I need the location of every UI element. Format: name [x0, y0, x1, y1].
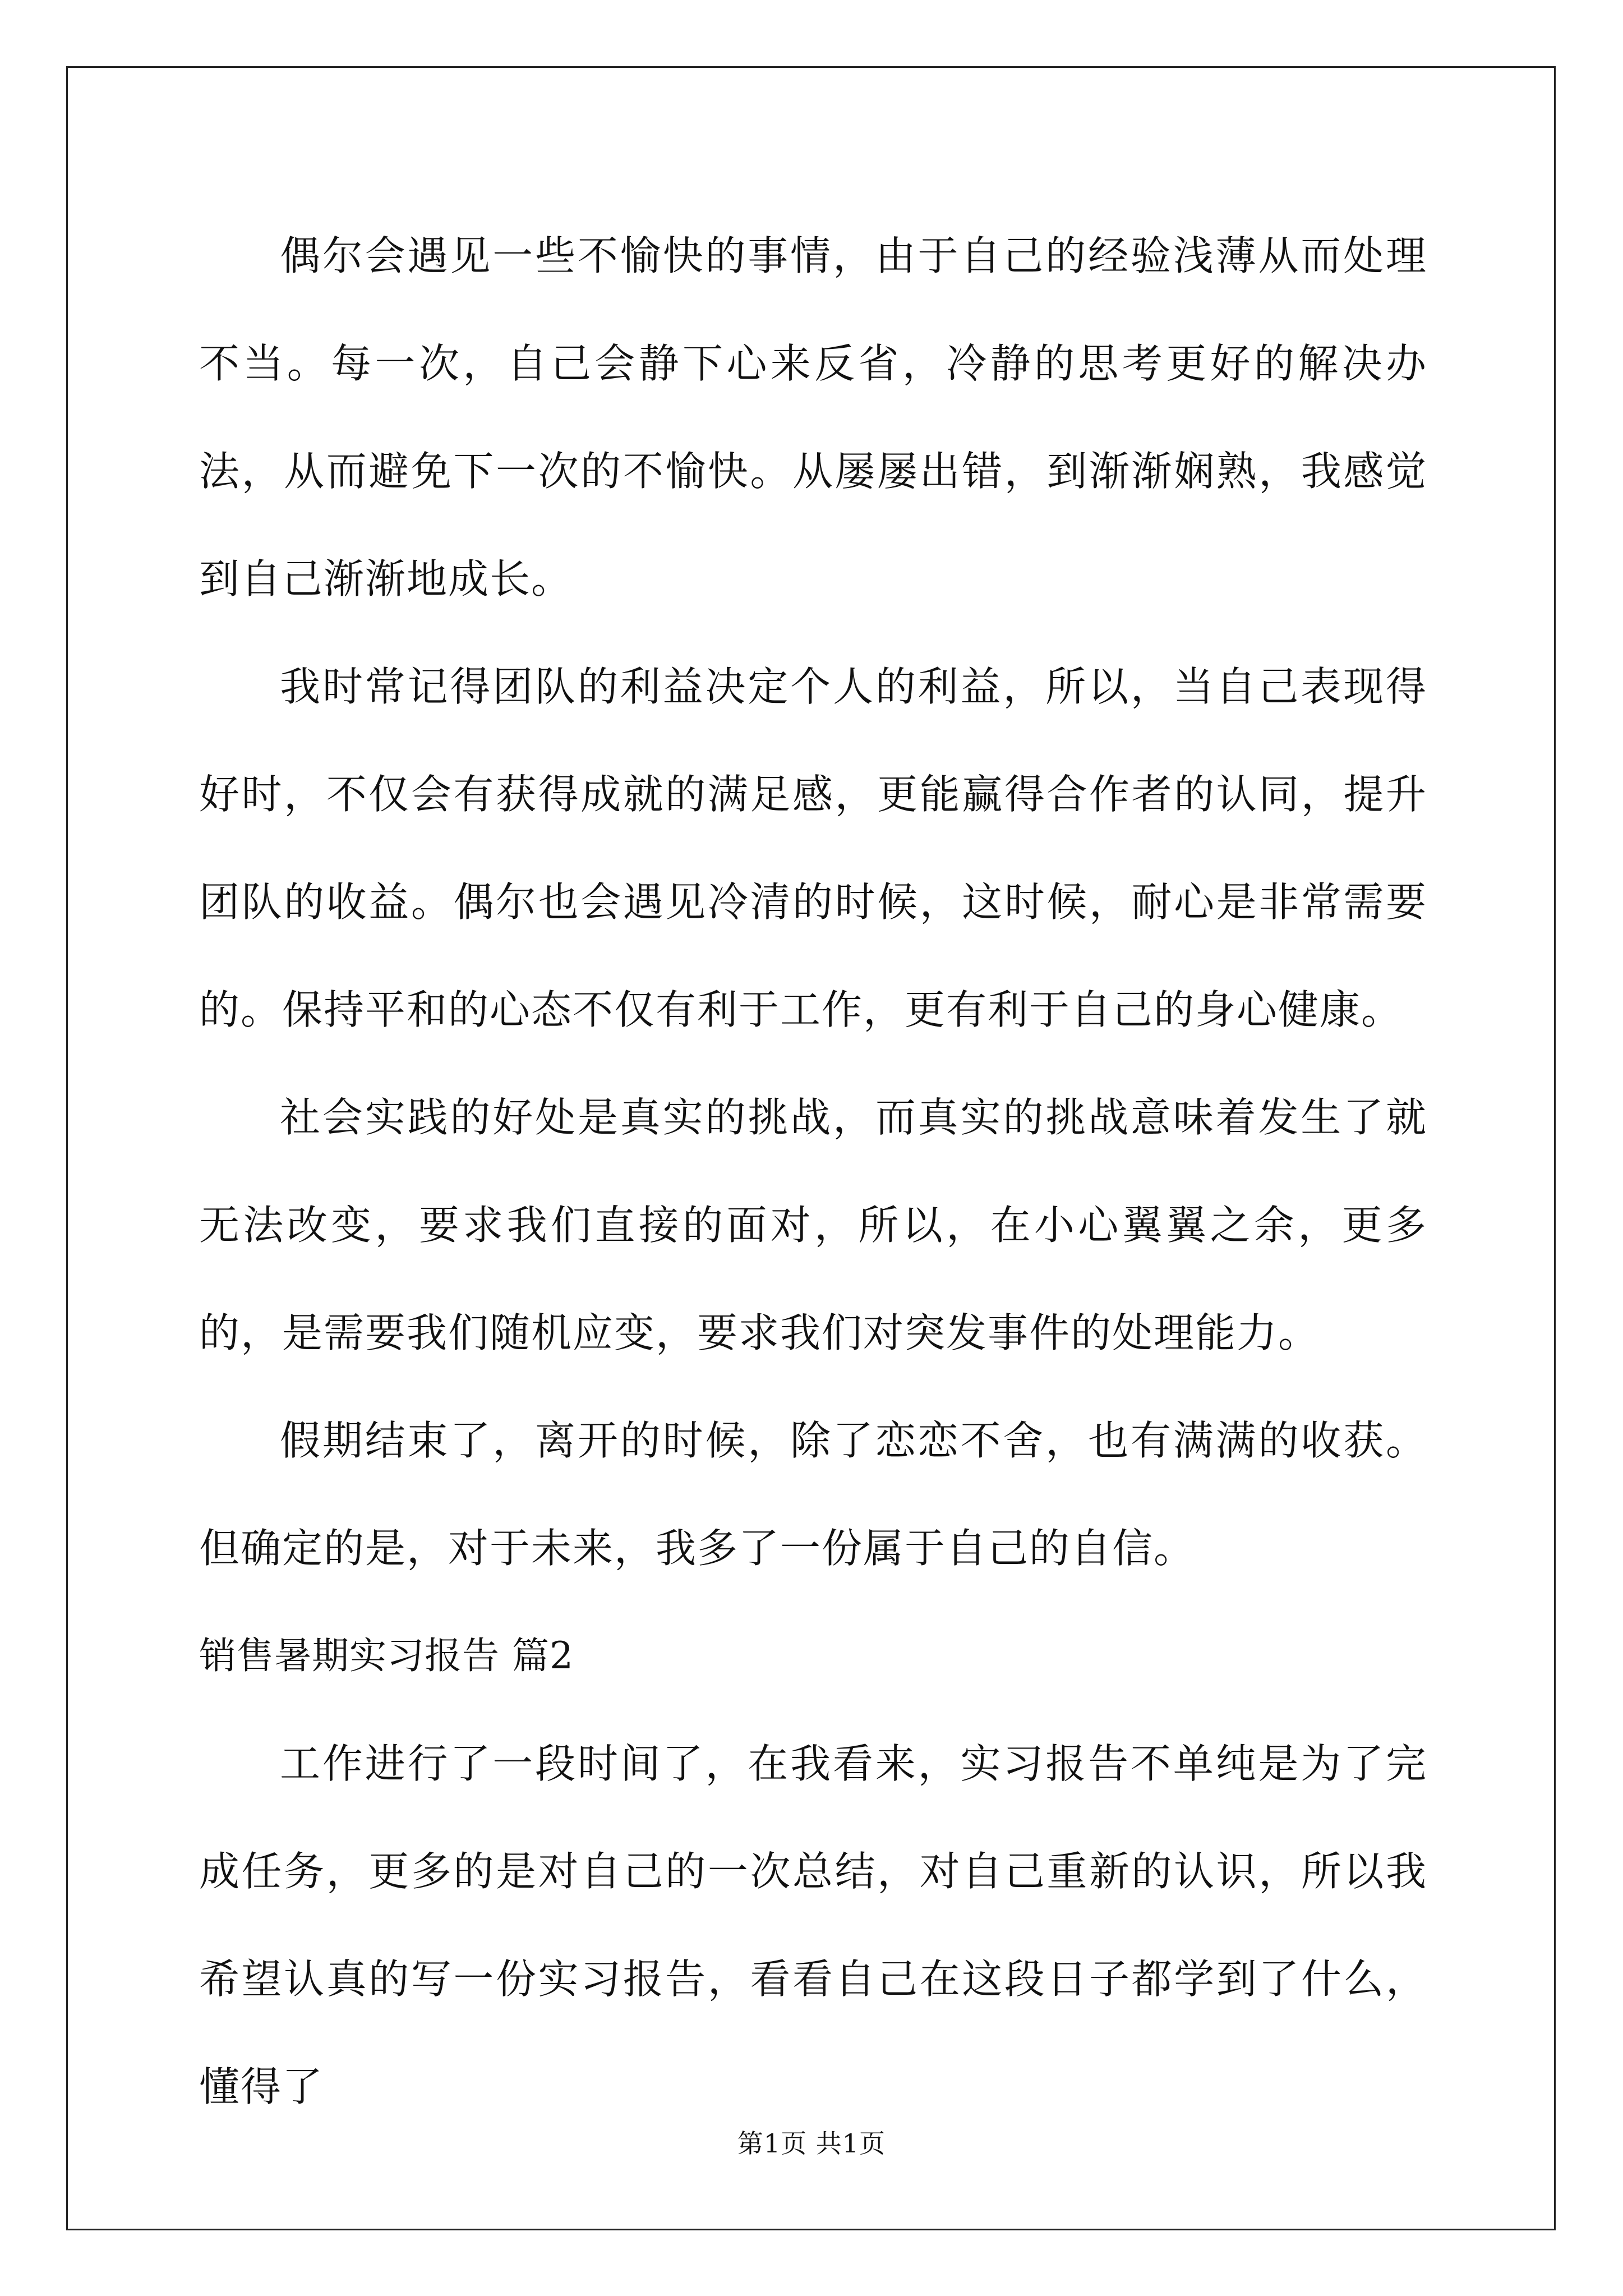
paragraph-4: 假期结束了，离开的时候，除了恋恋不舍，也有满满的收获。但确定的是，对于未来，我多了一份属于自己的自信。: [199, 1417, 1427, 1572]
paragraph-2: 我时常记得团队的利益决定个人的利益，所以，当自己表现得好时，不仅会有获得成就的满足感，更能赢得合作者的认同，提升团队的收益。偶尔也会遇见冷清的时候，这时候，耐心是非常需要的。保持平和的心态不仅有利于工作，更有利于自己的身心健康。: [199, 663, 1427, 1033]
paragraph-3: 社会实践的好处是真实的挑战，而真实的挑战意味着发生了就无法改变，要求我们直接的面对，所以，在小心翼翼之余，更多的，是需要我们随机应变，要求我们对突发事件的处理能力。: [199, 1094, 1427, 1356]
section-heading: 销售暑期实习报告 篇2: [199, 1634, 574, 1677]
page-footer: 第1页 共1页: [737, 2128, 886, 2159]
document-body: [199, 202, 1427, 2141]
paragraph-5: 工作进行了一段时间了，在我看来，实习报告不单纯是为了完成任务，更多的是对自己的一次总结，对自己重新的认识，所以我希望认真的写一份实习报告，看看自己在这段日子都学到了什么，懂得了: [199, 1740, 1427, 2110]
paragraph-1: 偶尔会遇见一些不愉快的事情，由于自己的经验浅薄从而处理不当。每一次，自己会静下心来反省，冷静的思考更好的解决办法，从而避免下一次的不愉快。从屡屡出错，到渐渐娴熟，我感觉到自己渐渐地成长。: [199, 232, 1427, 602]
